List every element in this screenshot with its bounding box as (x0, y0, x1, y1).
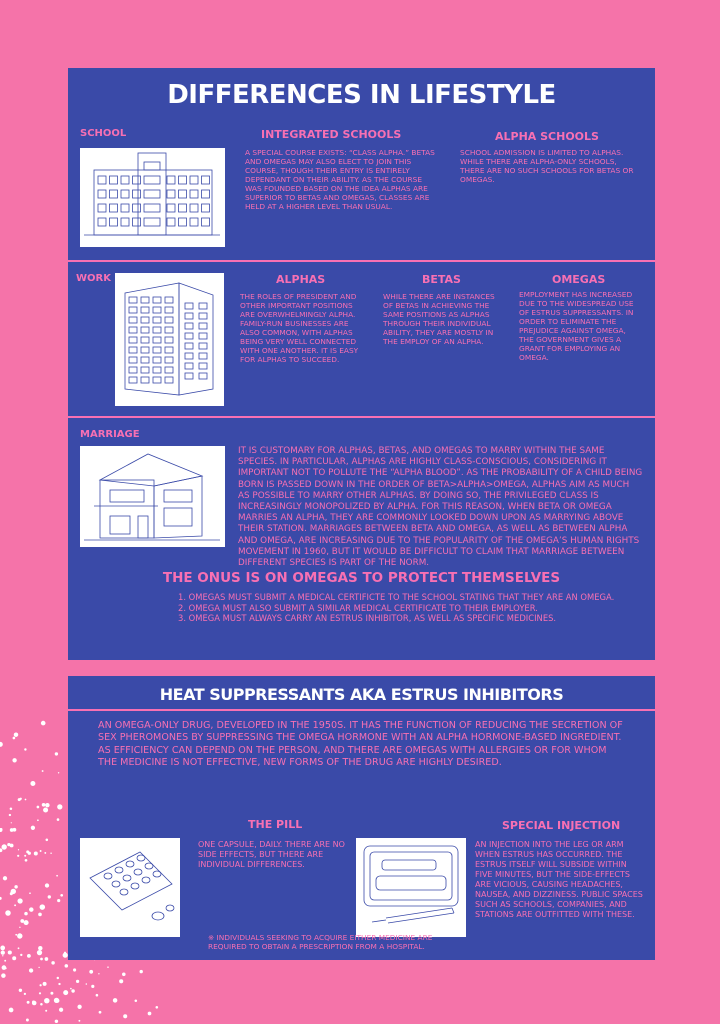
lifestyle-title: DIFFERENCES IN LIFESTYLE (167, 80, 556, 110)
injection-case-illustration (356, 838, 466, 937)
suppressants-panel (68, 676, 655, 960)
suppressants-intro: AN OMEGA-ONLY DRUG, DEVELOPED IN THE 1950S. IT HAS THE FUNCTION OF REDUCING THE SECRETION OF SEX PHEROMONES BY SUPPRESSING THE OMEGA HORMONE WITH AN ALPHA HORMONE-BASED INGREDIENT. AS EFFICIENCY CAN DEPEND ON THE PERSON, AND THERE ARE OMEGAS WITH ALLERGIES OR FOR WHOM THE MEDICINE IS NOT EFFECTIVE, NEW FORMS OF THE DRUG ARE HIGHLY DESIRED. (98, 720, 623, 769)
house-illustration (80, 446, 225, 547)
school-building-illustration (80, 148, 225, 247)
section-divider (68, 416, 655, 418)
integrated-schools-heading: INTEGRATED SCHOOLS (261, 128, 402, 141)
injection-text: AN INJECTION INTO THE LEG OR ARM WHEN ESTRUS HAS OCCURRED. THE ESTRUS ITSELF WILL SUBSIDE WITHIN FIVE MINUTES, BUT THE SIDE-EFFECTS ARE VICIOUS, CAUSING HEADACHES, NAUSEA, AND DIZZINESS. PUBLIC SPACES SUCH AS SCHOOLS, COMPANIES, AND STATIONS ARE OUTFITTED WITH THESE. (475, 840, 643, 919)
marriage-label: MARRIAGE (80, 429, 140, 440)
office-building-illustration (115, 273, 224, 406)
onus-heading: THE ONUS IS ON OMEGAS TO PROTECT THEMSELVES (162, 570, 561, 586)
alpha-schools-heading: ALPHA SCHOOLS (495, 130, 599, 143)
section-divider (68, 709, 655, 711)
onus-list (178, 592, 638, 624)
pill-text: ONE CAPSULE, DAILY. THERE ARE NO SIDE EFFECTS, BUT THERE ARE INDIVIDUAL DIFFERENCES. (198, 840, 345, 869)
alphas-text: THE ROLES OF PRESIDENT AND OTHER IMPORTANT POSITIONS ARE OVERWHELMINGLY ALPHA. FAMILY-RUN BUSINESSES ARE ALSO COMMON, WITH ALPHAS BEING VERY WELL CONNECTED WITH ONE ANOTHER. IT IS EASY FOR ALPHAS TO SUCCEED. (240, 292, 359, 364)
alpha-schools-text: SCHOOL ADMISSION IS LIMITED TO ALPHAS. WHILE THERE ARE ALPHA-ONLY SCHOOLS, THERE ARE NO SUCH SCHOOLS FOR BETAS OR OMEGAS. (460, 148, 634, 184)
pill-heading: THE PILL (248, 818, 303, 831)
lifestyle-panel (68, 68, 655, 660)
alphas-heading: ALPHAS (276, 273, 326, 286)
omegas-text: EMPLOYMENT HAS INCREASED DUE TO THE WIDESPREAD USE OF ESTRUS SUPPRESSANTS. IN ORDER TO ELIMINATE THE PREJUDICE AGAINST OMEGA, THE GOVERNMENT GIVES A GRANT FOR EMPLOYING AN OMEGA. (519, 290, 634, 362)
suppressants-title: HEAT SUPPRESSANTS AKA ESTRUS INHIBITORS (159, 685, 564, 704)
pill-blister-pack-illustration (80, 838, 180, 937)
prescription-note: ※ INDIVIDUALS SEEKING TO ACQUIRE EITHER MEDICINE ARE REQUIRED TO OBTAIN A PRESCRIPTION FROM A HOSPITAL. (208, 933, 433, 951)
work-label: WORK (76, 273, 111, 284)
marriage-text: IT IS CUSTOMARY FOR ALPHAS, BETAS, AND OMEGAS TO MARRY WITHIN THE SAME SPECIES. IN PARTICULAR, ALPHAS ARE HIGHLY CLASS-CONSCIOUS, CONSIDERING IT IMPORTANT NOT TO POLLUTE THE “ALPHA BLOOD”. AS THE PROBABILITY OF A CHILD BEING BORN IS PASSED DOWN IN THE ORDER OF BETA>ALPHA>OMEGA, ALPHAS AIM AS MUCH AS POSSIBLE TO MARRY OTHER ALPHAS. BY DOING SO, THE PRIVILEGED CLASS IS INCREASINGLY MONOPOLIZED BY ALPHA. FOR THIS REASON, WHEN BETA OR OMEGA MARRIES AN ALPHA, THEY ARE COMMONLY LOOKED DOWN UPON AS MARRYING ABOVE THEIR STATION. MARRIAGES BETWEEN BETA AND OMEGA, AS WELL AS BETWEEN ALPHA AND OMEGA, ARE INCREASING DUE TO THE POPULARITY OF THE OMEGA’S HUMAN RIGHTS MOVEMENT IN 1960, BUT IT WOULD BE DIFFICULT TO CLAIM THAT MARRIAGE BETWEEN DIFFERENT SPECIES IS PART OF THE NORM. (238, 446, 643, 569)
omegas-heading: OMEGAS (552, 273, 606, 286)
betas-heading: BETAS (422, 273, 461, 286)
onus-item: 1. OMEGAS MUST SUBMIT A MEDICAL CERTIFICTE TO THE SCHOOL STATING THAT THEY ARE AN OMEGA. (178, 592, 615, 602)
school-label: SCHOOL (80, 128, 127, 139)
integrated-schools-text: A SPECIAL COURSE EXISTS: “CLASS ALPHA.” BETAS AND OMEGAS MAY ALSO ELECT TO JOIN THIS COURSE, THOUGH THEIR ENTRY IS ENTIRELY DEPENDANT ON THEIR ABILITY. AS THE COURSE WAS FOUNDED BASED ON THE IDEA ALPHAS ARE SUPERIOR TO BETAS AND OMEGAS, CLASSES ARE HELD AT A HIGHER LEVEL THAN USUAL. (245, 148, 435, 211)
injection-heading: SPECIAL INJECTION (502, 819, 621, 832)
section-divider (68, 260, 655, 262)
onus-item: 3. OMEGA MUST ALWAYS CARRY AN ESTRUS INHIBITOR, AS WELL AS SPECIFIC MEDICINES. (178, 613, 557, 623)
betas-text: WHILE THERE ARE INSTANCES OF BETAS IN ACHIEVING THE SAME POSITIONS AS ALPHAS THROUGH THEIR INDIVIDUAL ABILITY, THEY ARE MOSTLY IN THE EMPLOY OF AN ALPHA. (383, 292, 495, 346)
onus-item: 2. OMEGA MUST ALSO SUBMIT A SIMILAR MEDICAL CERTIFICATE TO THEIR EMPLOYER. (178, 602, 538, 613)
